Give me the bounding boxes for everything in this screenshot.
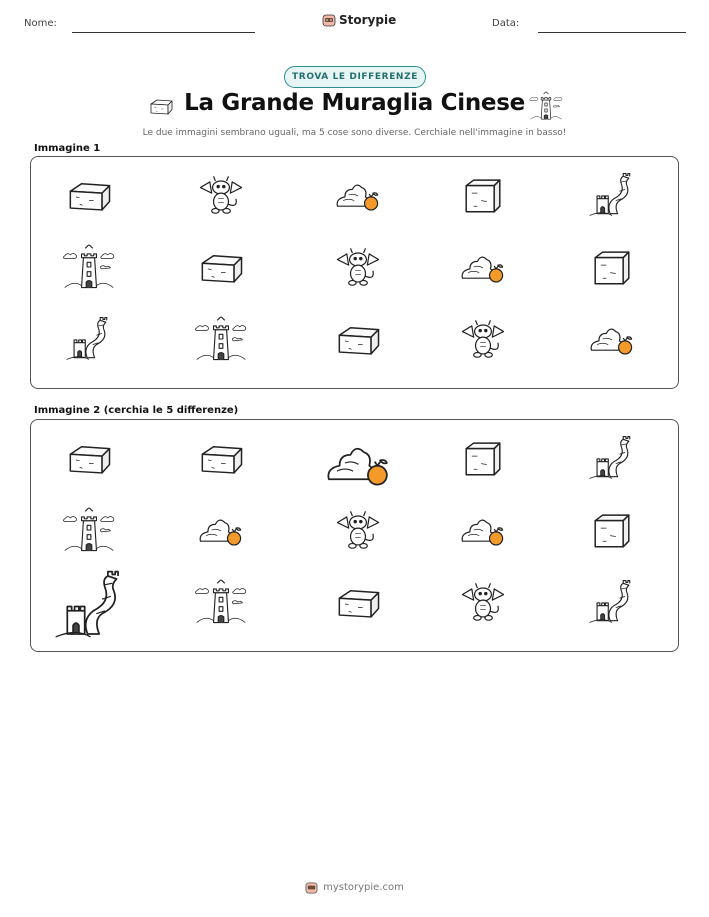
dumpling-orange-icon[interactable]: [318, 428, 399, 498]
tower-icon: [193, 315, 249, 363]
instructions: Le due immagini sembrano uguali, ma 5 cose sono diverse. Cerchiale nell'immagine in basso!: [142, 128, 567, 138]
brick-icon[interactable]: [193, 434, 249, 482]
image2-label: Immagine 2 (cerchia le 5 differenze): [34, 405, 239, 416]
tower-icon[interactable]: [61, 506, 117, 554]
brick-icon[interactable]: [330, 578, 386, 626]
cube-icon[interactable]: [455, 434, 511, 482]
dragon-icon[interactable]: [455, 578, 511, 626]
dumpling-orange-icon: [455, 243, 511, 291]
dumpling-orange-icon[interactable]: [455, 506, 511, 554]
cube-icon: [584, 243, 640, 291]
brick-icon: [61, 171, 117, 219]
tower-icon[interactable]: [193, 578, 249, 626]
great-wall-icon[interactable]: [47, 568, 134, 642]
brand-logo: [322, 13, 396, 27]
great-wall-icon: [584, 171, 640, 219]
storypie-mascot-icon: [322, 13, 336, 27]
tower-icon: [528, 88, 564, 128]
page-title: La Grande Muraglia Cinese: [184, 90, 525, 116]
storypie-mascot-icon: [305, 881, 318, 894]
dumpling-orange-icon: [330, 171, 386, 219]
dumpling-orange-icon: [584, 315, 640, 363]
great-wall-icon[interactable]: [584, 434, 640, 482]
footer: [0, 881, 709, 894]
dragon-icon: [455, 315, 511, 363]
name-label: Nome:: [24, 18, 57, 29]
cube-icon: [455, 171, 511, 219]
great-wall-icon[interactable]: [584, 578, 640, 626]
brand-name: Storypie: [339, 13, 397, 27]
dumpling-orange-icon[interactable]: [193, 506, 249, 554]
date-label: Data:: [492, 18, 520, 29]
dragon-icon[interactable]: [330, 506, 386, 554]
great-wall-icon: [61, 315, 117, 363]
dragon-icon: [330, 243, 386, 291]
name-field[interactable]: [72, 32, 255, 33]
tower-icon: [61, 243, 117, 291]
cube-icon[interactable]: [584, 506, 640, 554]
dragon-icon: [193, 171, 249, 219]
image1-label: Immagine 1: [34, 143, 101, 154]
footer-url: mystorypie.com: [323, 882, 404, 893]
date-field[interactable]: [538, 32, 686, 33]
activity-badge: TROVA LE DIFFERENZE: [284, 66, 426, 88]
brick-icon: [330, 315, 386, 363]
brick-icon[interactable]: [61, 434, 117, 482]
image2-panel[interactable]: [30, 419, 679, 652]
brick-icon: [193, 243, 249, 291]
image1-panel: [30, 156, 679, 389]
